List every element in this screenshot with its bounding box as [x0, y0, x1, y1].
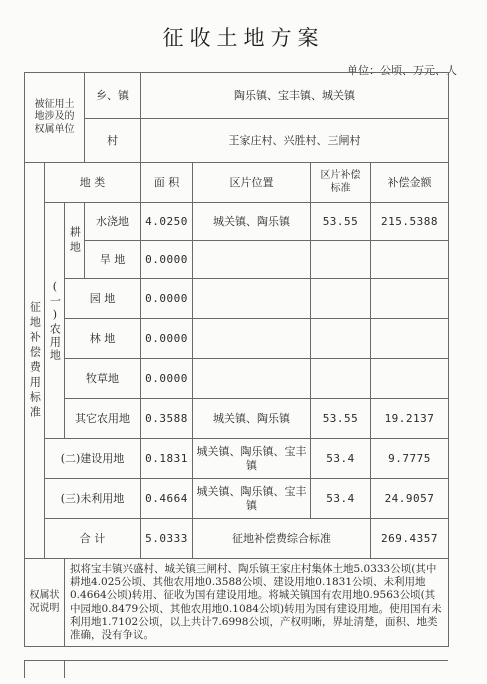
- table-row: [25, 319, 449, 359]
- document-title: 征收土地方案: [162, 26, 325, 50]
- header-std: 区片补偿标准: [311, 163, 371, 203]
- total-std-label: 征地补偿费综合标准: [193, 519, 371, 559]
- village-label: 村: [85, 119, 141, 163]
- row-irrigated-std: 53.55: [311, 203, 371, 241]
- ownership-label: 权属状况说明: [25, 559, 65, 647]
- ownership-row: [25, 559, 449, 647]
- row-forest-name: 林 地: [65, 319, 141, 359]
- township-label: 乡、镇: [85, 73, 141, 119]
- row-construction-std: 53.4: [311, 439, 371, 479]
- header-row: [25, 163, 449, 203]
- table-row: [25, 479, 449, 519]
- township-row: [25, 73, 449, 119]
- village-value: 王家庄村、兴胜村、三闸村: [141, 119, 449, 163]
- row-unused-area: 0.4664: [141, 479, 193, 519]
- cultivated-label: 耕地: [65, 203, 85, 279]
- row-pasture-area: 0.0000: [141, 359, 193, 399]
- total-amount: 269.4357: [371, 519, 449, 559]
- township-value: 陶乐镇、宝丰镇、城关镇: [141, 73, 449, 119]
- row-pasture-name: 牧草地: [65, 359, 141, 399]
- header-amount: 补偿金额: [371, 163, 449, 203]
- row-dry-area: 0.0000: [141, 241, 193, 279]
- unit-note: 单位：公顷、万元、人: [347, 64, 457, 77]
- row-other-agri-location: 城关镇、陶乐镇: [193, 399, 311, 439]
- row-unused-name: (三)未利用地: [45, 479, 141, 519]
- footer-divider: [64, 660, 65, 678]
- header-area: 面 积: [141, 163, 193, 203]
- table-row: [25, 399, 449, 439]
- row-garden-name: 园 地: [65, 279, 141, 319]
- row-irrigated-area: 4.0250: [141, 203, 193, 241]
- row-dry-name: 旱 地: [85, 241, 141, 279]
- row-irrigated-location: 城关镇、陶乐镇: [193, 203, 311, 241]
- table-row: [25, 241, 449, 279]
- row-unused-location: 城关镇、陶乐镇、宝丰镇: [193, 479, 311, 519]
- land-acquisition-table: [24, 72, 449, 647]
- row-other-agri-std: 53.55: [311, 399, 371, 439]
- header-land-type: 地 类: [45, 163, 141, 203]
- footer-divider: [24, 660, 448, 661]
- total-row: [25, 519, 449, 559]
- table-row: [25, 359, 449, 399]
- row-unused-amount: 24.9057: [371, 479, 449, 519]
- agri-label: (一)农用地: [45, 203, 65, 439]
- row-construction-amount: 9.7775: [371, 439, 449, 479]
- row-construction-area: 0.1831: [141, 439, 193, 479]
- row-irrigated-amount: 215.5388: [371, 203, 449, 241]
- village-row: [25, 119, 449, 163]
- table-row: [25, 439, 449, 479]
- table-row: [25, 279, 449, 319]
- header-location: 区片位置: [193, 163, 311, 203]
- owner-label: 被征用土地涉及的权属单位: [25, 73, 85, 163]
- total-area: 5.0333: [141, 519, 193, 559]
- table-row: [25, 203, 449, 241]
- row-other-agri-area: 0.3588: [141, 399, 193, 439]
- row-garden-area: 0.0000: [141, 279, 193, 319]
- compensation-label: 征地补偿费用标准: [25, 163, 45, 559]
- row-irrigated-name: 水浇地: [85, 203, 141, 241]
- row-other-agri-amount: 19.2137: [371, 399, 449, 439]
- row-unused-std: 53.4: [311, 479, 371, 519]
- ownership-text: 拟将宝丰镇兴盛村、城关镇三闸村、陶乐镇王家庄村集体土地5.0333公顷(其中耕地4.025公顷、其他农用地0.3588公顷、建设用地0.1831公顷、未利用地0.4664公顷)转用、征收为国有建设用地。将城关镇国有农用地0.9563公顷(其中园地0.8479公顷、其他农用地0.1084公顷)转用为国有建设用地。使用国有未利用地1.7102公顷，以上共计7.6998公顷，产权明晰，界址清楚，面积、地类准确，没有争议。: [65, 559, 449, 647]
- row-construction-location: 城关镇、陶乐镇、宝丰镇: [193, 439, 311, 479]
- row-other-agri-name: 其它农用地: [65, 399, 141, 439]
- row-construction-name: (二)建设用地: [45, 439, 141, 479]
- footer-divider: [24, 660, 25, 678]
- row-forest-area: 0.0000: [141, 319, 193, 359]
- total-label: 合 计: [45, 519, 141, 559]
